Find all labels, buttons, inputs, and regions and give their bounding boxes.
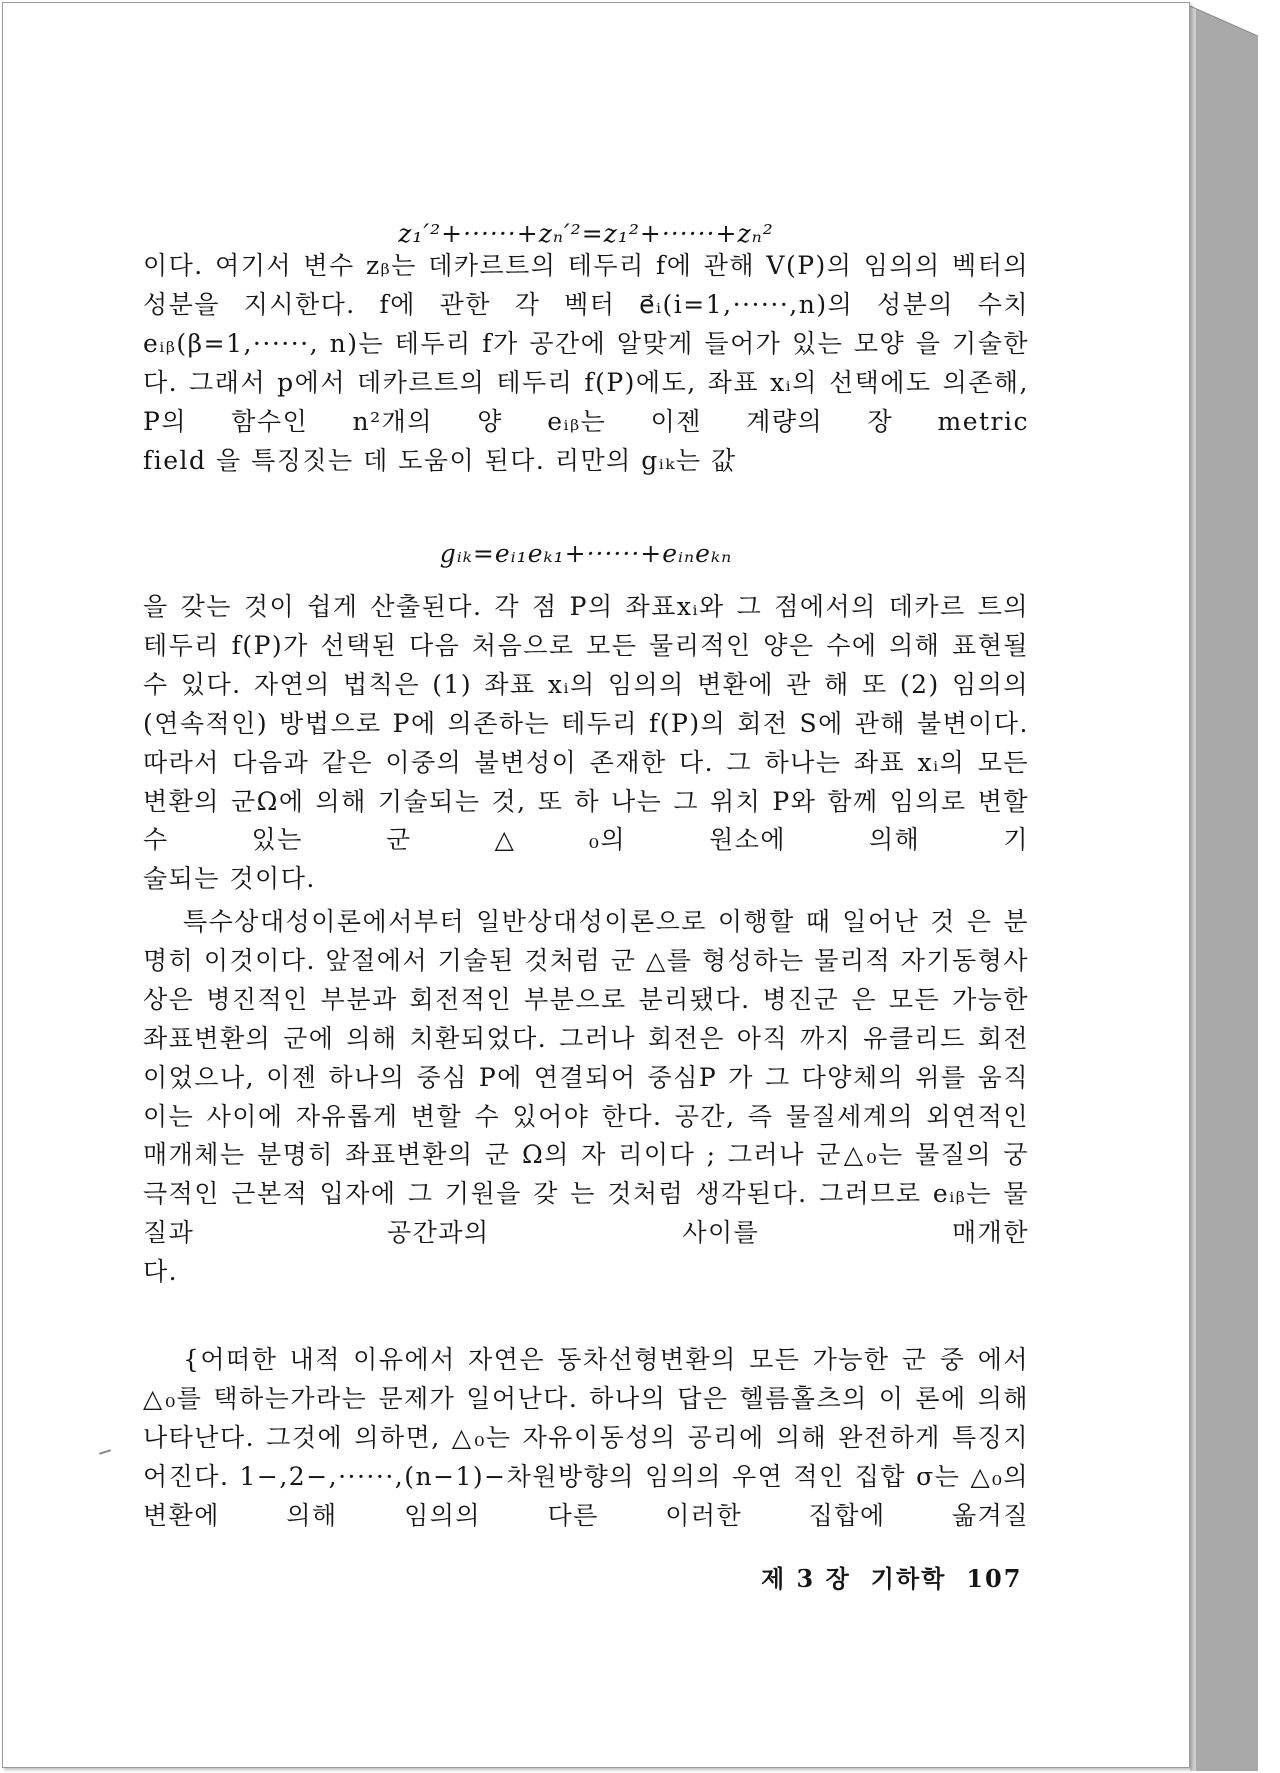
- chapter-label: 제 3 장: [761, 1564, 851, 1593]
- text-line: 자기동형사상은 병진적인 부분과 회전적인 부분으로 분리됐다. 병진군: [143, 945, 1029, 1014]
- book-page-edge: [1190, 6, 1258, 1771]
- text-line: 에서 △₀를 택하는가라는 문제가 일어난다. 하나의 답은 헬름홀츠의 이: [143, 1345, 1029, 1413]
- text-line: 공간, 즉 물질세계의 외연적인 매개체는 분명히 좌표변환의 군 Ω의 자: [143, 1101, 1029, 1170]
- paragraph-2: [143, 588, 1029, 899]
- text-line: {어떠한 내적 이유에서 자연은 동차선형변환의 모든 가능한 군 중: [183, 1345, 966, 1374]
- text-line: 회전 S에 관해 불변이다. 따라서 다음과 같은 이중의 불변성이 존재한: [143, 708, 1030, 777]
- paragraph-3: [143, 903, 1029, 1292]
- text-line: 의해 표현될 수 있다. 자연의 법칙은 (1) 좌표 xᵢ의 임의의 변환에 관: [143, 630, 1029, 699]
- text-line: 는 것처럼 생각된다. 그러므로 eᵢᵦ는 물질과 공간과의 사이를 매개한: [143, 1179, 1029, 1248]
- text-line: 특수상대성이론에서부터 일반상대성이론으로 이행할 때 일어난 것: [183, 907, 956, 936]
- text-line: 을 기술한다. 그래서 p에서 데카르트의 테두리 f(P)에도, 좌표 xᵢ의: [143, 328, 1029, 397]
- text-line: 해 또 (2) 임의의 (연속적인) 방법으로 P에 의존하는 테두리 f(P)의: [143, 669, 1029, 738]
- text-line: 리이다 ; 그러나 군△₀는 물질의 궁극적인 근본적 입자에 그 기원을 갖: [143, 1140, 1029, 1209]
- text-line: 이다. 여기서 변수 zᵦ는 데카르트의 테두리 f에 관해 V(P)의 임의의: [143, 251, 941, 280]
- equation-metric-invariance: z₁′²+······+zₙ′²=z₁²+······+zₙ²: [398, 219, 774, 248]
- paragraph-4-text: [143, 1341, 1029, 1536]
- paragraph-2-text: [143, 588, 1029, 899]
- document-page: [2, 2, 1190, 1768]
- paragraph-1-text: [143, 247, 1029, 480]
- chapter-title: 기하학: [870, 1564, 947, 1593]
- text-line: 론에 의해 나타난다. 그것에 의하면, △₀는 자유이동성의 공리에 의해: [143, 1383, 1029, 1452]
- paragraph-4: [143, 1341, 1029, 1536]
- paragraph-3-text: [143, 903, 1029, 1292]
- paragraph-1: [143, 247, 1029, 480]
- page-number: 107: [966, 1564, 1023, 1593]
- text-line: 적인 집합 σ는 △₀의 변환에 의해 임의의 다른 이러한 집합에 옮겨질: [143, 1461, 1029, 1530]
- text-line: 을 갖는 것이 쉽게 산출된다. 각 점 P의 좌표xᵢ와 그 점에서의 데카르: [143, 592, 966, 621]
- text-line: 은 분명히 이것이다. 앞절에서 기술된 것처럼 군 △를 형성하는 물리적: [143, 907, 1030, 975]
- text-line: 트의 테두리 f(P)가 선택된 다음 처음으로 모든 물리적인 양은 수에: [143, 592, 1029, 660]
- equation-riemann-metric: gᵢₖ=eᵢ₁eₖ₁+······+eᵢₙeₖₙ: [439, 539, 733, 568]
- page-footer: [761, 1559, 1022, 1594]
- text-line: 다. 그 하나는 좌표 xᵢ의 모든 변환의 군Ω에 의해 기술되는 것, 또 하: [143, 747, 1030, 816]
- text-line: 가 그 다양체의 위를 움직이는 사이에 자유롭게 변할 수 있어야 한다.: [143, 1062, 1029, 1131]
- text-line: 완전하게 특징지어진다. 1−,2−,······,(n−1)−차원방향의 임의의 우연: [143, 1422, 1030, 1491]
- text-line: 은 모든 가능한 좌표변환의 군에 의해 치환되었다. 그러나 회전은 아직: [143, 984, 1030, 1053]
- text-line: 선택에도 의존해, P의 함수인 n²개의 양 eᵢᵦ는 이젠 계량의 장 metric: [143, 367, 1029, 436]
- text-line: 수치 eᵢᵦ(β=1,······, n)는 테두리 f가 공간에 알맞게 들어가 있는 모양: [143, 289, 1029, 358]
- text-line: 까지 유클리드 회전이었으나, 이젠 하나의 중심 P에 연결되어 중심P: [143, 1023, 1029, 1092]
- text-line-last: 술되는 것이다.: [143, 864, 316, 894]
- text-line: 벡터의 성분을 지시한다. f에 관한 각 벡터 e⃗ᵢ(i=1,······,n)의 성분의: [143, 251, 1029, 319]
- scan-mark: [99, 1449, 111, 1455]
- text-line: 나는 그 위치 P와 함께 임의로 변할 수 있는 군 △₀의 원소에 의해 기: [143, 786, 1030, 855]
- text-line-last: field 을 특징짓는 데 도움이 된다. 리만의 gᵢₖ는 값: [143, 445, 737, 475]
- text-line-last: 다.: [143, 1257, 179, 1287]
